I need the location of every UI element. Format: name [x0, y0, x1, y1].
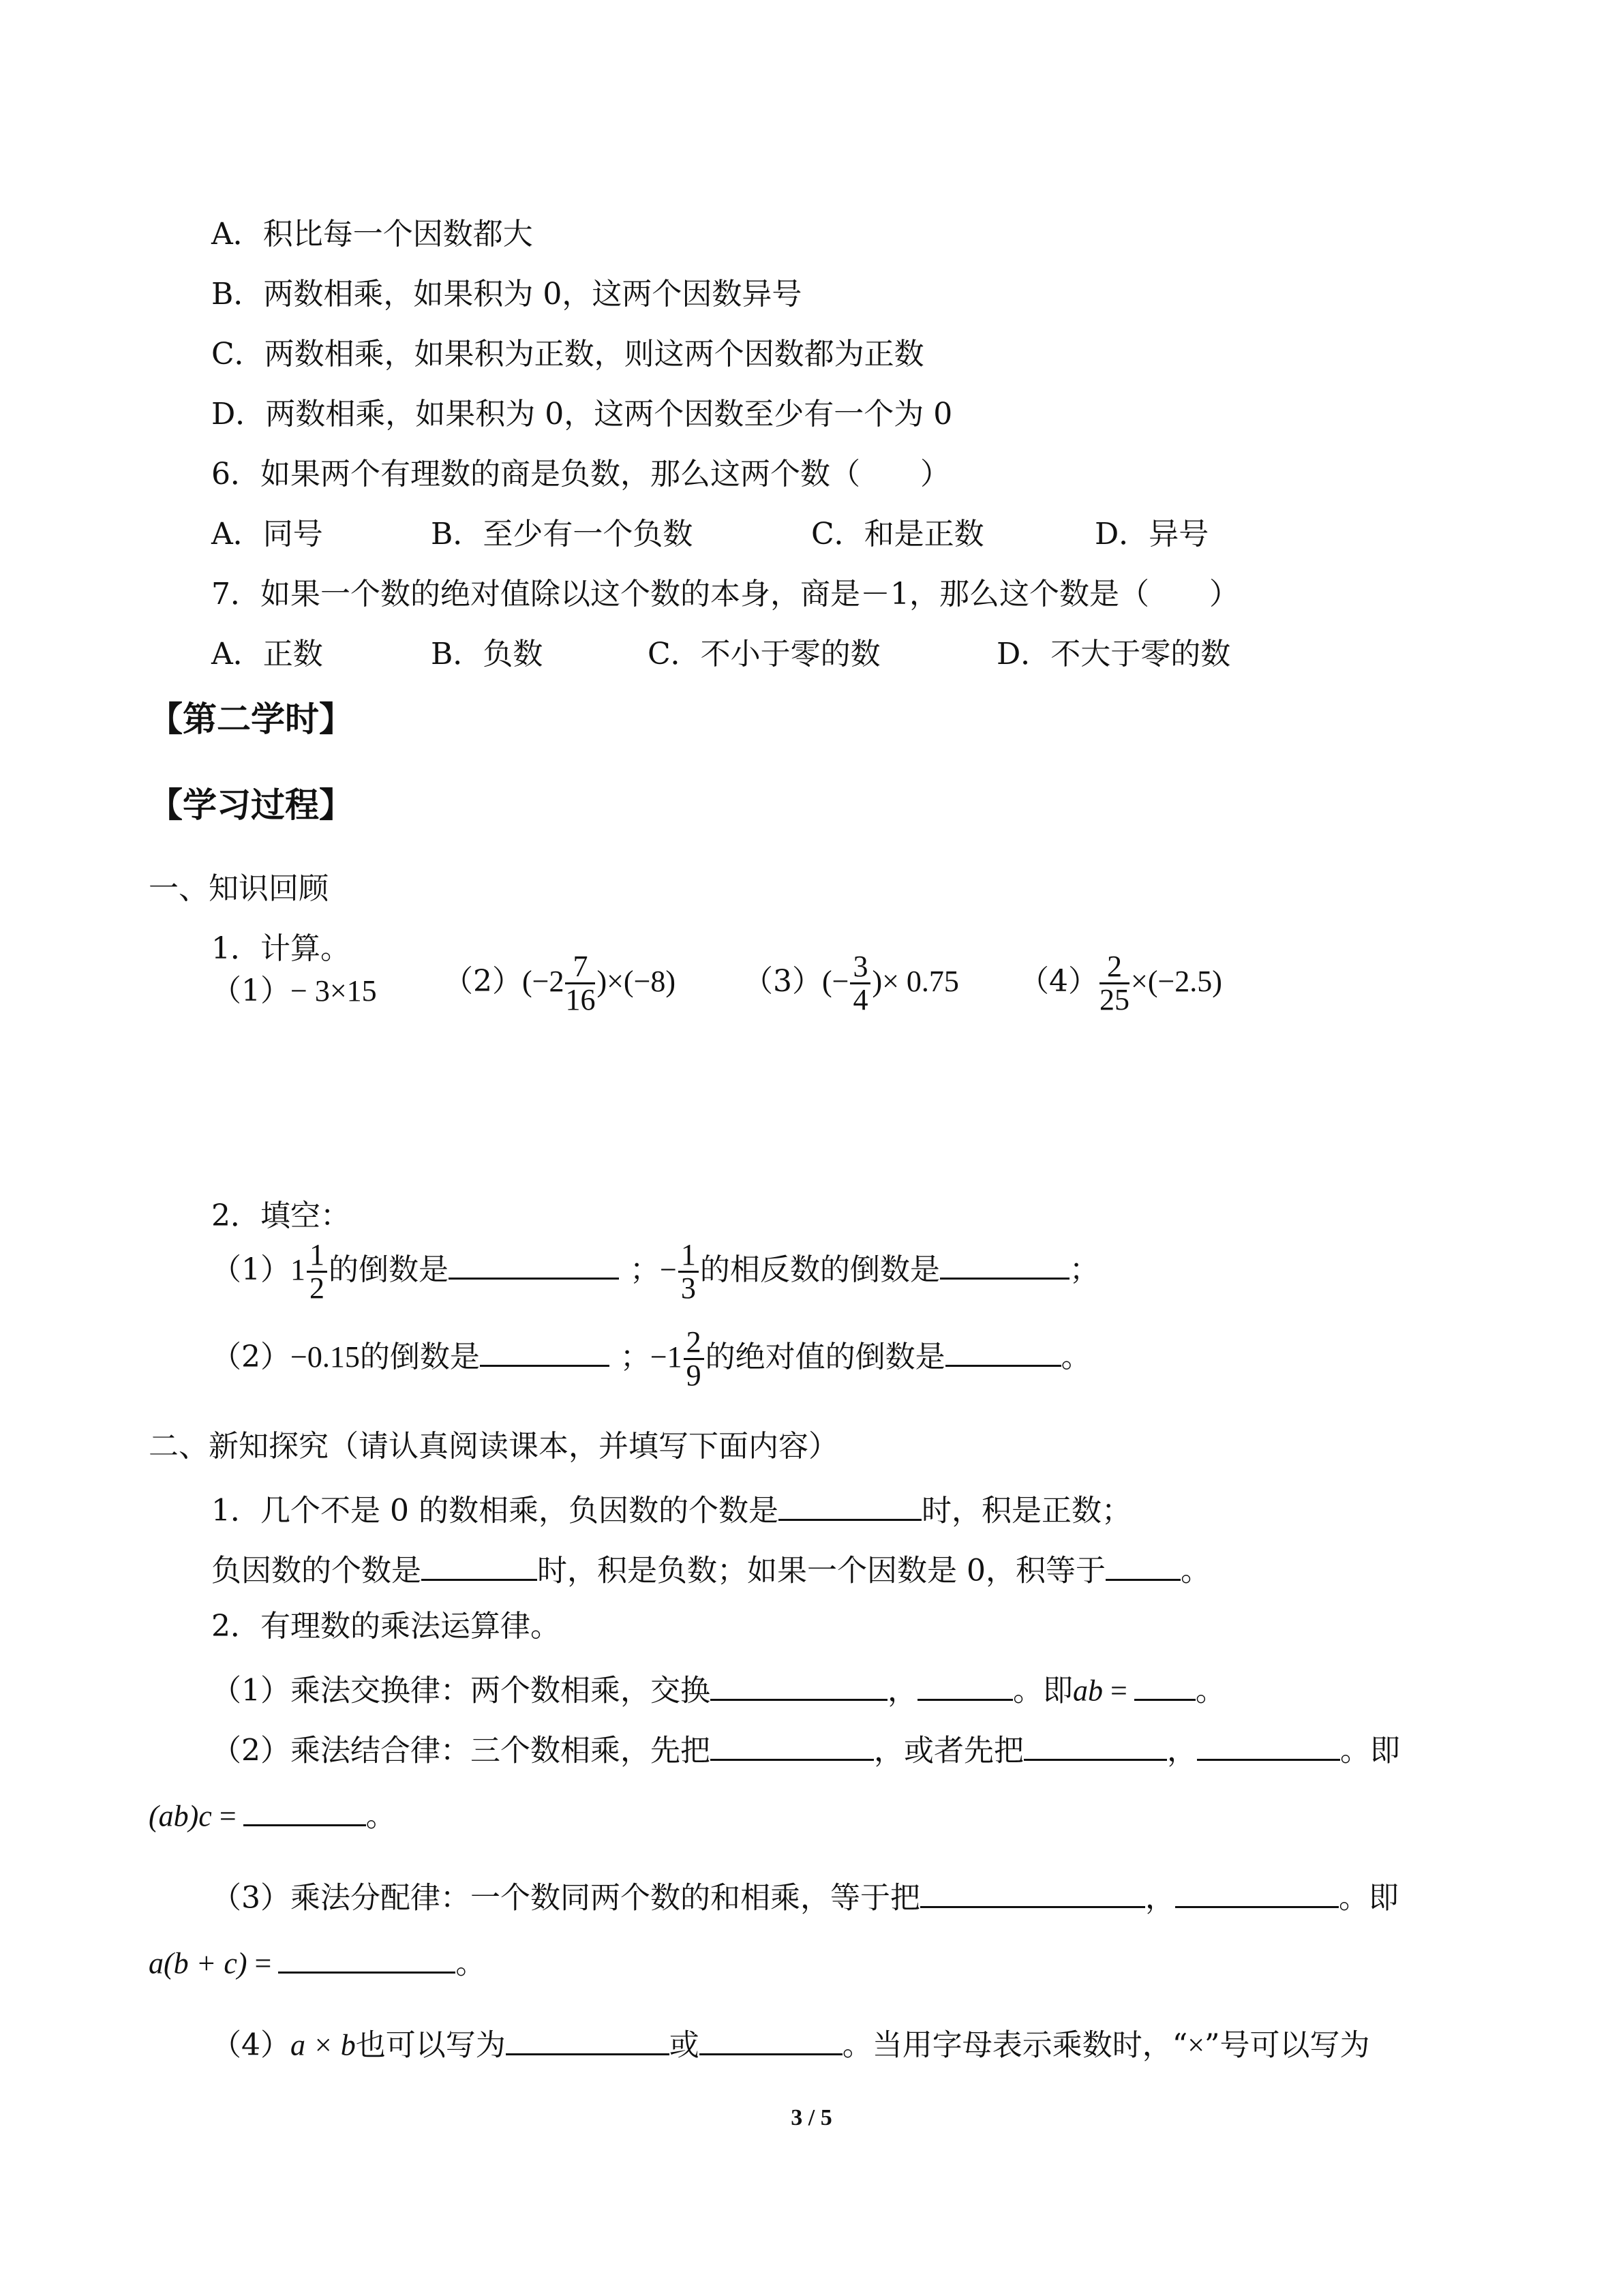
- calc-3-post: )× 0.75: [872, 965, 959, 999]
- q6-option-d: D．异号: [1095, 517, 1209, 552]
- q6-stem: 6．如果两个有理数的商是负数，那么这两个数（ ）: [211, 457, 950, 492]
- calc-4-numerator: 2: [1099, 951, 1129, 984]
- fill-2-text-2: 的绝对值的倒数是: [705, 1340, 945, 1375]
- explore-point-4: [211, 2026, 1370, 2061]
- review-title: 一、知识回顾: [149, 871, 329, 906]
- calc-1-label: （1）: [211, 973, 290, 1008]
- calc-2-label: （2）: [443, 964, 522, 999]
- fill-1-label: （1）: [211, 1252, 290, 1288]
- q6-option-b: B．至少有一个负数: [431, 517, 693, 552]
- calc-item-3: [743, 951, 959, 1016]
- explore-p1-blank-c[interactable]: [1106, 1552, 1181, 1581]
- page-number: 3 / 5: [791, 2105, 832, 2130]
- explore-p1-blank-a[interactable]: [778, 1492, 922, 1521]
- p4-times-symbol: ×: [1187, 2028, 1205, 2062]
- fill-1-fraction: [307, 1239, 327, 1304]
- law-3-text-b: ，: [1145, 1880, 1175, 1916]
- q5-option-a: A．积比每一个因数都大: [211, 217, 533, 252]
- explore-title: 二、新知探究（请认真阅读课本，并填写下面内容）: [149, 1429, 838, 1464]
- calc-item-4: [1019, 951, 1222, 1016]
- calc-item-1: [211, 973, 377, 1008]
- calc-3-numerator: 3: [850, 951, 870, 984]
- law-2-text-c: ，: [1167, 1733, 1197, 1768]
- calc-4-denominator: 25: [1099, 983, 1129, 1017]
- explore-p1-text-a: 1．几个不是 0 的数相乘，负因数的个数是: [211, 1493, 778, 1528]
- calc-2-fraction: [565, 951, 595, 1016]
- explore-point-1-line-2: [211, 1552, 1211, 1586]
- q7-option-c: C．不小于零的数: [648, 637, 881, 671]
- law-commutative: [211, 1672, 1226, 1706]
- heading-learning-process: 【学习过程】: [149, 785, 353, 825]
- explore-p1-text-c: 负因数的个数是: [211, 1553, 421, 1588]
- p4-label: （4）: [211, 2027, 290, 2063]
- explore-point-1-line-1: [211, 1492, 1132, 1526]
- law-1-equals: =: [1103, 1674, 1127, 1708]
- fill-1-blank-a[interactable]: [449, 1251, 619, 1280]
- fill-1-fraction-2: [678, 1239, 699, 1304]
- law-3-text-a: （3）乘法分配律：一个数同两个数的和相乘，等于把: [211, 1880, 920, 1916]
- law-associative-line-1: [211, 1732, 1400, 1766]
- q5-option-d: D．两数相乘，如果积为 0，这两个因数至少有一个为 0: [211, 397, 953, 432]
- law-1-end: 。: [1195, 1673, 1226, 1708]
- law-2-text-b: ，或者先把: [874, 1733, 1024, 1768]
- fill-1-sep: ；: [630, 1252, 660, 1288]
- calc-2-pre: (−2: [522, 965, 564, 999]
- fill-2-text: 的倒数是: [359, 1340, 480, 1375]
- law-1-text-b: ，: [888, 1673, 917, 1708]
- p4-text-e: 。当用字母表示乘数时，“: [842, 2027, 1188, 2063]
- p4-blank-a[interactable]: [506, 2026, 669, 2055]
- law-2-text-a: （2）乘法结合律：三个数相乘，先把: [211, 1733, 710, 1768]
- law-distributive-line-2: [149, 1944, 485, 1979]
- fill-1-numerator-2: 1: [678, 1239, 699, 1273]
- law-1-blank-a[interactable]: [710, 1672, 888, 1701]
- law-3-equals: =: [247, 1946, 272, 1980]
- explore-p1-text-e: 。: [1180, 1553, 1211, 1588]
- law-2-equals: =: [211, 1799, 237, 1833]
- calc-4-fraction: [1099, 951, 1129, 1016]
- fill-1-text-2: 的相反数的倒数是: [699, 1252, 940, 1288]
- law-3-blank-b[interactable]: [1175, 1879, 1339, 1908]
- law-3-blank-c[interactable]: [278, 1944, 455, 1974]
- law-3-blank-a[interactable]: [920, 1879, 1145, 1908]
- fill-item-2: [211, 1327, 1091, 1391]
- fill-1-numerator: 1: [307, 1239, 327, 1273]
- fill-1-blank-b[interactable]: [940, 1251, 1070, 1280]
- q7-option-d: D．不大于零的数: [997, 637, 1231, 671]
- q7-option-b: B．负数: [431, 637, 543, 671]
- law-2-end: 。: [365, 1798, 396, 1834]
- fill-2-value: −0.15: [290, 1340, 360, 1374]
- fill-2-blank-b[interactable]: [945, 1338, 1061, 1368]
- explore-p1-blank-b[interactable]: [421, 1552, 537, 1581]
- calc-3-pre: (−: [822, 965, 849, 999]
- p4-blank-b[interactable]: [699, 2026, 843, 2055]
- q5-option-b: B．两数相乘，如果积为 0，这两个因数异号: [211, 277, 802, 312]
- law-2-blank-c[interactable]: [1197, 1732, 1340, 1761]
- calc-1-expr: − 3×15: [290, 974, 377, 1008]
- calc-2-denominator: 16: [565, 983, 596, 1017]
- law-3-text-c: 。即: [1339, 1880, 1399, 1916]
- p4-text-c: 也可以写为: [355, 2027, 506, 2063]
- fill-1-whole: 1: [290, 1253, 305, 1287]
- calc-3-denominator: 4: [853, 983, 868, 1017]
- p4-expr: a × b: [290, 2028, 356, 2062]
- fill-2-neg: −1: [650, 1340, 682, 1374]
- fill-2-denominator: 9: [686, 1359, 701, 1393]
- law-1-text-c: 。即: [1013, 1673, 1073, 1708]
- law-1-blank-b[interactable]: [917, 1672, 1013, 1701]
- calc-3-label: （3）: [743, 964, 822, 999]
- calc-title: 1．计算。: [211, 931, 350, 966]
- law-1-text-a: （1）乘法交换律：两个数相乘，交换: [211, 1673, 710, 1708]
- law-distributive-line-1: [211, 1879, 1399, 1914]
- law-3-end: 。: [455, 1946, 486, 1981]
- law-2-blank-b[interactable]: [1024, 1732, 1167, 1761]
- q7-option-a: A．正数: [211, 637, 323, 671]
- q7-stem: 7．如果一个数的绝对值除以这个数的本身，商是－1，那么这个数是（ ）: [211, 577, 1239, 611]
- q6-option-c: C．和是正数: [811, 517, 984, 552]
- law-2-blank-a[interactable]: [710, 1732, 874, 1761]
- explore-p1-text-d: 时，积是负数；如果一个因数是 0，积等于: [537, 1553, 1106, 1588]
- law-3-expr: a(b + c): [149, 1946, 247, 1980]
- explore-p1-text-b: 时，积是正数；: [921, 1493, 1132, 1528]
- calc-3-fraction: [850, 951, 870, 1016]
- calc-4-label: （4）: [1019, 964, 1098, 999]
- law-2-blank-d[interactable]: [243, 1797, 366, 1826]
- q6-option-a: A．同号: [211, 517, 323, 552]
- fill-item-1: [211, 1239, 1099, 1304]
- explore-point-2: 2．有理数的乘法运算律。: [211, 1609, 560, 1644]
- law-associative-line-2: [149, 1797, 396, 1832]
- calc-4-post: ×(−2.5): [1131, 965, 1222, 999]
- fill-2-end: 。: [1061, 1340, 1091, 1375]
- law-2-text-d: 。即: [1340, 1733, 1400, 1768]
- p4-text-g: ”号可以写为: [1204, 2027, 1370, 2063]
- calc-item-2: [443, 951, 676, 1016]
- q5-option-c: C．两数相乘，如果积为正数，则这两个因数都为正数: [211, 337, 924, 372]
- fill-1-denominator: 2: [309, 1271, 324, 1305]
- law-1-blank-c[interactable]: [1134, 1672, 1196, 1701]
- fill-1-end: ；: [1069, 1252, 1099, 1288]
- fill-title: 2．填空：: [211, 1198, 350, 1233]
- calc-2-post: )×(−8): [596, 965, 676, 999]
- law-2-expr: (ab)c: [149, 1799, 212, 1833]
- fill-2-fraction: [684, 1327, 704, 1391]
- fill-1-neg: −: [660, 1253, 677, 1287]
- fill-1-denominator-2: 3: [680, 1271, 696, 1305]
- fill-2-sep: ；: [620, 1340, 650, 1375]
- fill-2-numerator: 2: [684, 1327, 704, 1360]
- calc-2-numerator: 7: [565, 951, 595, 984]
- heading-second-period: 【第二学时】: [149, 699, 353, 739]
- fill-2-label: （2）: [211, 1340, 290, 1375]
- law-1-expr: ab: [1073, 1674, 1103, 1708]
- fill-2-blank-a[interactable]: [480, 1338, 609, 1368]
- fill-1-text: 的倒数是: [329, 1252, 449, 1288]
- p4-text-d: 或: [669, 2027, 699, 2063]
